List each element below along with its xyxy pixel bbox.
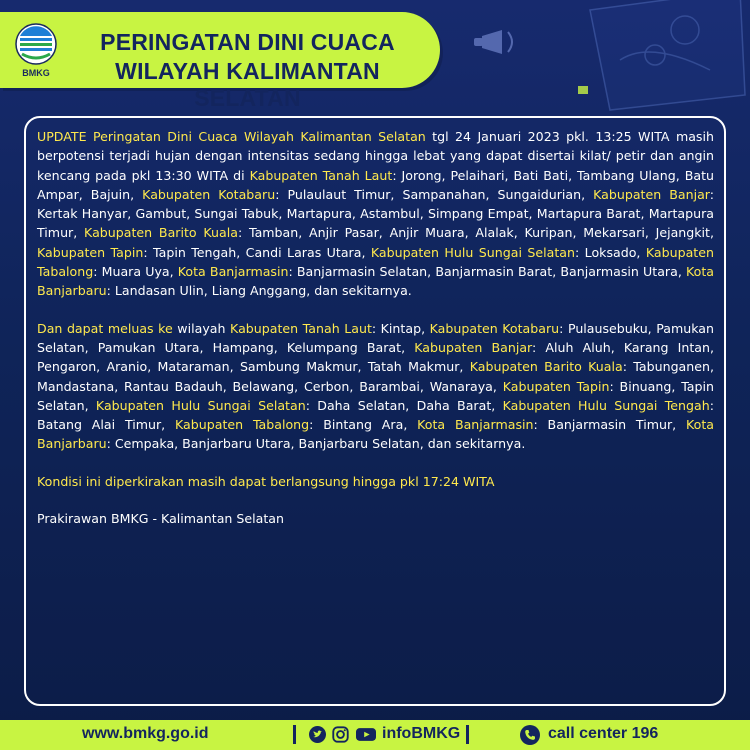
body-text: : Muara Uya,	[93, 264, 178, 280]
highlighted-text: Kabupaten Tabalong	[37, 244, 714, 280]
social-handle[interactable]: infoBMKG	[382, 725, 461, 742]
highlighted-text: Kabupaten Tanah Laut	[230, 320, 372, 336]
body-text: : Tabunganen, Mandastana, Rantau Badauh, Belawang, Cerbon, Barambai, Wanaraya,	[37, 359, 714, 394]
phone-icon	[520, 725, 540, 745]
body-text: : Banjarmasin Timur,	[533, 417, 686, 433]
body-text: : Aluh Aluh, Karang Intan, Pengaron, Aranio, Mataraman, Sambung Makmur, Tatah Makmur,	[37, 339, 714, 375]
highlighted-text: Kabupaten Tapin	[502, 378, 610, 394]
warning-paragraph	[37, 509, 714, 528]
logo-label: BMKG	[22, 68, 50, 78]
highlighted-text: Kabupaten Banjar	[414, 339, 533, 355]
highlighted-text: Kabupaten Hulu Sungai Selatan	[95, 397, 306, 413]
highlighted-text: Kabupaten Barito Kuala	[469, 359, 623, 375]
body-text: : Loksado,	[574, 244, 646, 260]
warning-paragraph	[37, 319, 714, 454]
page-title-line-1: PERINGATAN DINI CUACA	[100, 29, 395, 55]
highlighted-text: Kabupaten Tanah Laut	[249, 167, 393, 183]
highlighted-text: Kota Banjarbaru	[37, 264, 714, 299]
body-text: : Cempaka, Banjarbaru Utara, Banjarbaru Selatan, dan sekitarnya.	[106, 436, 526, 452]
highlighted-text: Kabupaten Barito Kuala	[84, 225, 238, 241]
page-title-line-2: WILAYAH KALIMANTAN SELATAN	[115, 58, 380, 111]
call-center-label[interactable]: call center 196	[548, 725, 659, 742]
body-text: : Daha Selatan, Daha Barat,	[305, 397, 503, 413]
highlighted-text: Kabupaten Banjar	[593, 186, 710, 202]
body-text: Prakirawan BMKG - Kalimantan Selatan	[37, 511, 284, 527]
warning-content	[37, 127, 714, 546]
body-text: : Jorong, Pelaihari, Bati Bati, Tambang Ulang, Batu Ampar, Bajuin,	[37, 167, 714, 202]
highlighted-text: Kabupaten Hulu Sungai Selatan	[370, 244, 575, 260]
highlighted-text: UPDATE Peringatan Dini Cuaca Wilayah Kalimantan Selatan	[37, 129, 426, 144]
highlighted-text: Kabupaten Hulu Sungai Tengah	[502, 397, 710, 413]
megaphone-map-illustration	[470, 0, 750, 120]
body-text: : Pulausebuku, Pamukan Selatan, Pamukan Utara, Hampang, Kelumpang Barat,	[37, 320, 714, 355]
warning-paragraph	[37, 127, 714, 301]
body-text: : Pulaulaut Timur, Sampanahan, Sungaidurian,	[275, 186, 594, 202]
footer-divider	[466, 725, 469, 744]
highlighted-text: Kabupaten Tapin	[37, 244, 144, 260]
highlighted-text: Kabupaten Kotabaru	[429, 320, 560, 336]
body-text: wilayah	[172, 320, 231, 336]
highlighted-text: Kota Banjarmasin	[417, 417, 534, 433]
body-text: : Binuang, Tapin Selatan,	[37, 378, 714, 413]
body-text: : Bintang Ara,	[309, 417, 418, 433]
instagram-icon[interactable]	[332, 726, 349, 743]
highlighted-text: Kabupaten Tabalong	[175, 417, 310, 433]
twitter-icon[interactable]	[309, 726, 326, 743]
highlighted-text: Dan dapat meluas ke	[37, 320, 173, 336]
body-text: : Kertak Hanyar, Gambut, Sungai Tabuk, Martapura, Astambul, Simpang Empat, Martapura Barat, Martapura Timur,	[37, 186, 715, 241]
body-text: : Kintap,	[371, 320, 430, 336]
bmkg-logo	[14, 22, 58, 82]
body-text: : Tamban, Anjir Pasar, Anjir Muara, Alalak, Kuripan, Mekarsari, Jejangkit,	[237, 225, 714, 241]
footer-bar	[0, 720, 750, 750]
body-text: : Banjarmasin Selatan, Banjarmasin Barat, Banjarmasin Utara,	[288, 264, 686, 280]
youtube-icon[interactable]	[356, 726, 376, 743]
bmkg-emblem-icon	[14, 22, 58, 68]
warning-paragraph	[37, 472, 714, 491]
body-text: : Batang Alai Timur,	[37, 397, 714, 433]
footer-divider	[293, 725, 296, 744]
header-banner	[0, 12, 440, 111]
body-text: tgl 24 Januari 2023 pkl. 13:25 WITA masih berpotensi terjadi hujan dengan intensitas sedang hingga lebat yang dapat disertai kilat/ petir dan angin kencang pada pkl 13:30 WITA di	[37, 129, 714, 183]
highlighted-text: Kota Banjarbaru	[37, 417, 714, 452]
highlighted-text: Kota Banjarmasin	[177, 264, 289, 280]
body-text: : Tapin Tengah, Candi Laras Utara,	[143, 244, 371, 260]
body-text: : Landasan Ulin, Liang Anggang, dan sekitarnya.	[106, 283, 412, 299]
website-link[interactable]: www.bmkg.go.id	[82, 725, 209, 742]
highlighted-text: Kondisi ini diperkirakan masih dapat berlangsung hingga pkl 17:24 WITA	[37, 473, 495, 489]
highlighted-text: Kabupaten Kotabaru	[142, 186, 276, 202]
